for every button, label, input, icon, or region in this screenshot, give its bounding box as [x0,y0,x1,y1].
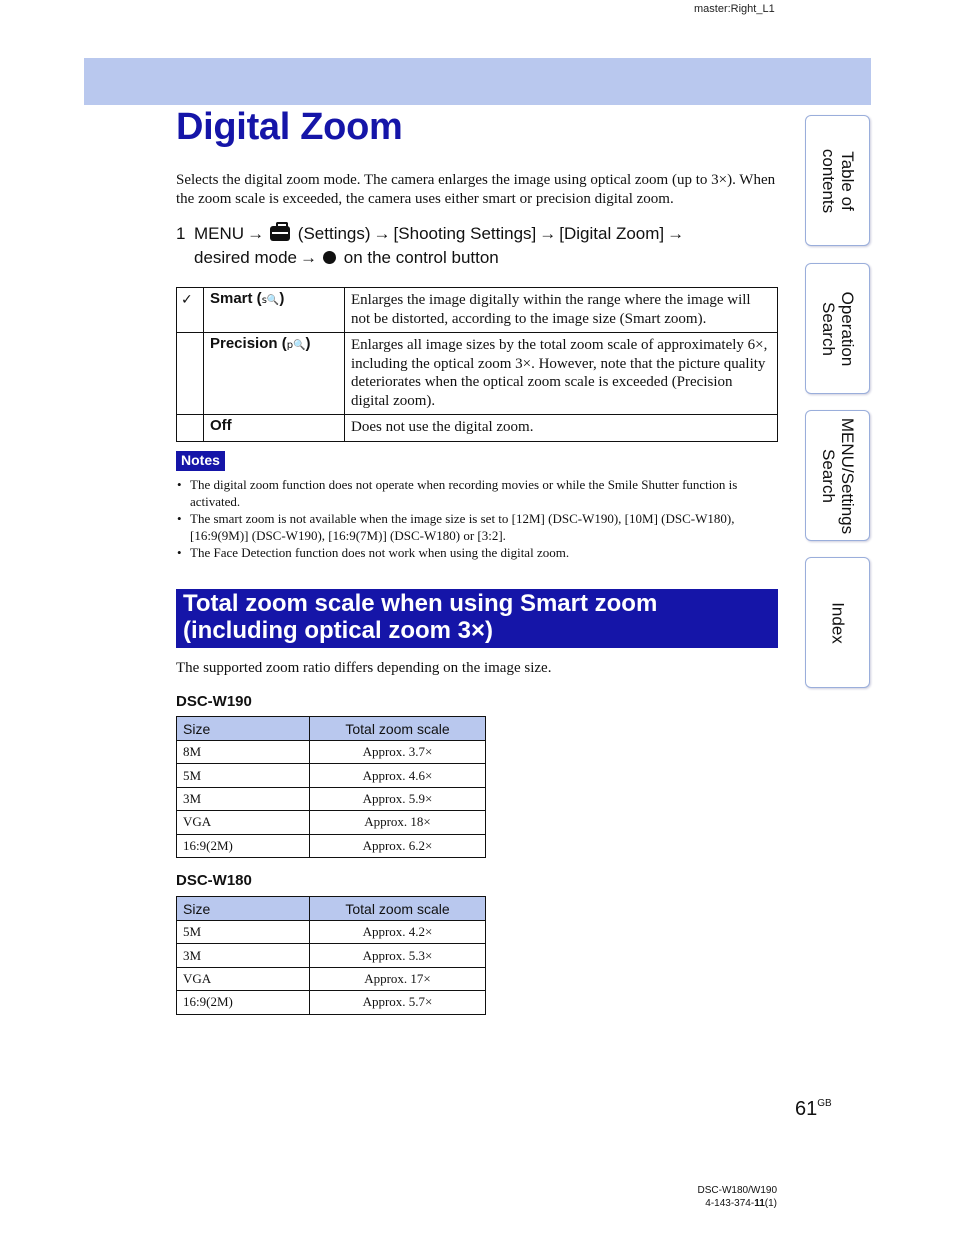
scale-cell: Approx. 4.6× [310,764,486,787]
footer-model: DSC-W180/W190 [697,1185,777,1196]
table-row [177,787,486,810]
table-row [177,921,486,944]
tab-label: MENU/Settings Search [818,417,857,534]
section-heading-line: (including optical zoom 3×) [183,617,494,644]
mode-table [176,287,778,442]
scale-cell: Approx. 6.2× [310,834,486,857]
model-label: DSC-W190 [176,693,252,710]
arrow-icon: → [247,224,265,243]
settings-toolbox-icon [270,226,290,241]
header-band [84,58,871,105]
page-number: $61^{GB}$ [795,1098,832,1120]
column-header: Total zoom scale [310,897,486,921]
column-header: Size [177,717,310,741]
precision-zoom-icon: p🔍 [286,340,306,351]
list-item: • The smart zoom is not available when the image size is set to [12M] (DSC-W190), [10M] (DSC-W180), [16:9(9M)] (DSC-W190), [16:9(7M)] (DSC-W180) or [3:2]. [176,510,778,544]
tab-operation-search[interactable] [805,263,870,394]
scale-cell: Approx. 5.7× [310,991,486,1014]
column-header: Total zoom scale [310,717,486,741]
tab-menu-settings-search[interactable] [805,410,870,541]
scale-cell: Approx. 4.2× [310,921,486,944]
arrow-icon: → [300,248,318,267]
checkmark-icon: ✓ [181,292,193,308]
scale-cell: Approx. 18× [310,811,486,834]
intro-paragraph: Selects the digital zoom mode. The camera enlarges the image using optical zoom (up to 3×). When the zoom scale is exceeded, the camera uses either smart or precision digital zoom. [176,172,776,207]
arrow-icon: → [539,224,557,243]
desired-mode-text: desired mode [194,248,298,267]
tab-label: Operation Search [818,291,857,366]
arrow-icon: → [373,224,391,243]
mode-name: Off [204,415,345,442]
scale-cell: Approx. 5.3× [310,944,486,967]
model-label: DSC-W180 [176,872,252,889]
table-row [177,764,486,787]
table-header-row [177,717,486,741]
arrow-icon: → [667,224,685,243]
check-cell [177,415,204,442]
list-item: • The Face Detection function does not work when using the digital zoom. [176,544,778,561]
column-header: Size [177,897,310,921]
supported-text: The supported zoom ratio differs depending on the image size. [176,660,552,676]
size-cell: VGA [177,967,310,990]
table-row [177,834,486,857]
page-title: Digital Zoom [176,106,403,148]
scale-cell: Approx. 3.7× [310,741,486,764]
size-cell: 3M [177,944,310,967]
table-row [177,967,486,990]
size-cell: 16:9(2M) [177,991,310,1014]
control-button-icon [323,251,336,264]
notes-label: Notes [176,451,225,471]
digital-zoom-text: [Digital Zoom] [559,224,665,243]
document-footer [640,1184,777,1210]
zoom-table-w190 [176,716,486,858]
scale-cell: Approx. 5.9× [310,787,486,810]
section-heading [176,589,778,648]
notes-list [176,476,778,561]
scale-cell: Approx. 17× [310,967,486,990]
shooting-settings-text: [Shooting Settings] [393,224,537,243]
tab-table-of-contents[interactable] [805,115,870,246]
size-cell: 5M [177,921,310,944]
mode-description: Enlarges all image sizes by the total zoom scale of approximately 6×, including the optical zoom 3×. However, note that the picture quality deteriorates when the optical zoom scale is exceeded (Precision digital zoom). [345,333,778,415]
table-row [177,991,486,1014]
page-suffix: GB [817,1098,832,1109]
size-cell: 8M [177,741,310,764]
zoom-table-w180 [176,896,486,1015]
size-cell: 3M [177,787,310,810]
mode-description: Enlarges the image digitally within the range where the image will not be distorted, according to the image size (Smart zoom). [345,288,778,333]
step-1 [176,222,776,270]
check-cell [177,333,204,415]
mode-name: Precision (p🔍) [204,333,345,415]
size-cell: VGA [177,811,310,834]
tab-label: Index [828,601,847,644]
control-button-text: on the control button [343,248,499,267]
master-label: master:Right_L1 [694,3,775,15]
smart-zoom-icon: s🔍 [261,295,280,306]
step-number: 1 [176,224,186,243]
mode-name: Smart (s🔍) [204,288,345,333]
settings-text: (Settings) [297,224,371,243]
menu-text: MENU [194,224,245,243]
size-cell: 5M [177,764,310,787]
footer-code: 4-143-374-11(1) [705,1198,777,1209]
table-row [177,811,486,834]
tab-label: Table of contents [818,148,857,213]
table-row [177,288,778,333]
table-header-row [177,897,486,921]
table-row [177,415,778,442]
tab-index[interactable] [805,557,870,688]
size-cell: 16:9(2M) [177,834,310,857]
table-row [177,333,778,415]
table-row [177,944,486,967]
mode-description: Does not use the digital zoom. [345,415,778,442]
table-row [177,741,486,764]
section-heading-line: Total zoom scale when using Smart zoom [183,590,658,617]
list-item: • The digital zoom function does not operate when recording movies or while the Smile Shutter function is activated. [176,476,778,510]
check-cell [177,288,204,333]
